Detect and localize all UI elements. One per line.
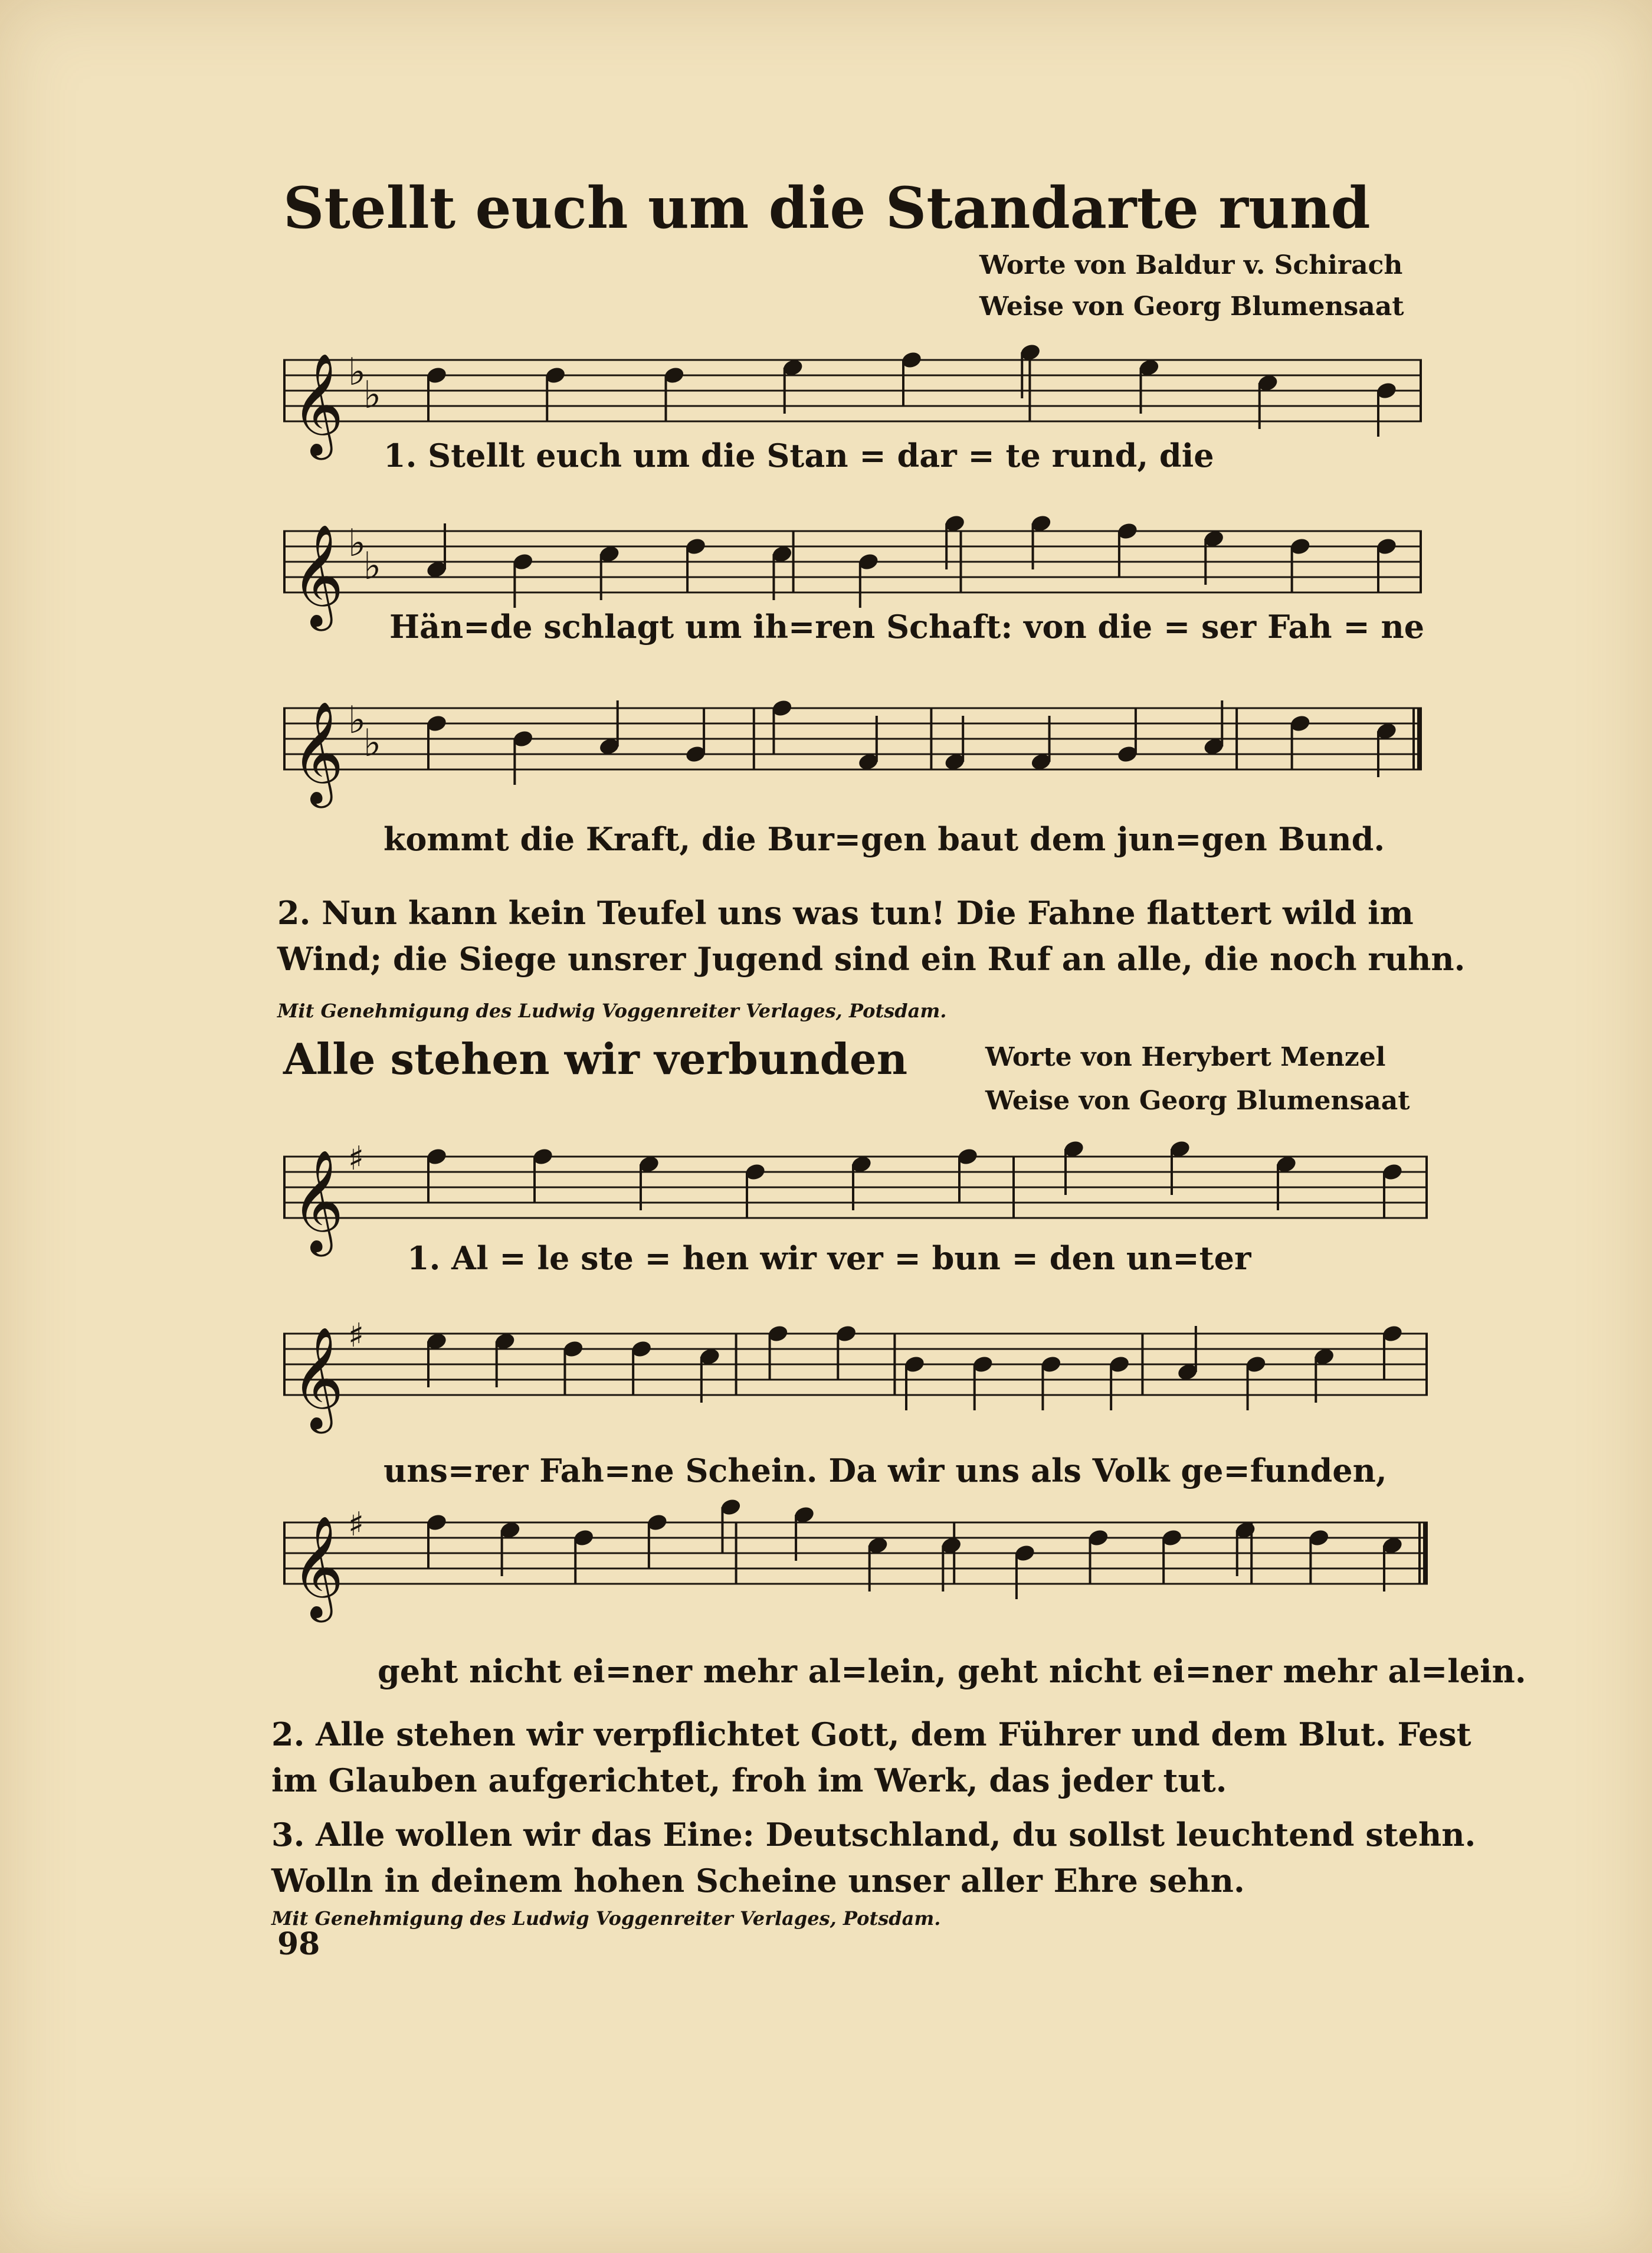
permission-note: Mit Genehmigung des Ludwig Voggenreiter Verlages, Potsdam.: [271, 1907, 941, 1930]
flat-icon: ♭: [363, 374, 382, 417]
lyrics-line: geht nicht ei=ner mehr al=lein, geht nicht ei=ner mehr al=lein.: [378, 1652, 1526, 1690]
lyrics-line: 1. Stellt euch um die Stan = dar = te rund, die: [384, 437, 1214, 474]
flat-icon: ♭: [348, 522, 366, 565]
treble-clef-icon: 𝄞: [291, 1327, 344, 1429]
page-number: 98: [277, 1926, 320, 1962]
music-staff: [283, 696, 1422, 803]
permission-note: Mit Genehmigung des Ludwig Voggenreiter Verlages, Potsdam.: [277, 1000, 947, 1022]
song-title: Stellt euch um die Standarte rund: [283, 175, 1371, 241]
sharp-icon: ♯: [348, 1139, 365, 1178]
music-staff: [283, 1139, 1428, 1252]
lyrics-line: 1. Al = le ste = hen wir ver = bun = den un=ter: [407, 1239, 1251, 1277]
words-credit: Worte von Baldur v. Schirach: [979, 250, 1403, 280]
treble-clef-icon: 𝄞: [291, 524, 344, 627]
treble-clef-icon: 𝄞: [291, 1150, 344, 1252]
flat-icon: ♭: [363, 545, 382, 588]
verse-line: Wolln in deinem hohen Scheine unser aller Ehre sehn.: [271, 1862, 1245, 1900]
treble-clef-icon: 𝄞: [291, 701, 344, 804]
verse-2: [277, 890, 1465, 982]
music-staff: [283, 1317, 1428, 1429]
flat-icon: ♭: [348, 351, 366, 394]
final-bar-line: [1417, 708, 1422, 769]
final-bar-line: [1423, 1522, 1428, 1584]
lyrics-line: kommt die Kraft, die Bur=gen baut dem jun=gen Bund.: [384, 820, 1385, 858]
treble-clef-icon: 𝄞: [291, 353, 344, 456]
music-staff: [283, 1505, 1428, 1618]
sharp-icon: ♯: [348, 1317, 365, 1355]
treble-clef-icon: 𝄞: [291, 1515, 344, 1618]
song-title: Alle stehen wir verbunden: [283, 1034, 908, 1084]
tune-credit: Weise von Georg Blumensaat: [985, 1086, 1410, 1116]
flat-icon: ♭: [348, 699, 366, 742]
verse-line: im Glauben aufgerichtet, froh im Werk, das jeder tut.: [271, 1761, 1227, 1799]
words-credit: Worte von Herybert Menzel: [985, 1042, 1386, 1072]
lyrics-line: Hän=de schlagt um ih=ren Schaft: von die = ser Fah = ne: [389, 608, 1425, 646]
verse-line: 2. Alle stehen wir verpflichtet Gott, dem Führer und dem Blut. Fest: [271, 1715, 1471, 1753]
verse-line: Wind; die Siege unsrer Jugend sind ein Ruf an alle, die noch ruhn.: [277, 940, 1466, 978]
tune-credit: Weise von Georg Blumensaat: [979, 292, 1404, 322]
verse-2: [271, 1711, 1471, 1803]
lyrics-line: uns=rer Fah=ne Schein. Da wir uns als Volk ge=funden,: [384, 1452, 1387, 1489]
sharp-icon: ♯: [348, 1505, 365, 1544]
verse-3: [271, 1812, 1476, 1904]
verse-line: 3. Alle wollen wir das Eine: Deutschland, du sollst leuchtend stehn.: [271, 1816, 1476, 1854]
flat-icon: ♭: [363, 722, 382, 765]
verse-line: 2. Nun kann kein Teufel uns was tun! Die Fahne flattert wild im: [277, 894, 1414, 932]
